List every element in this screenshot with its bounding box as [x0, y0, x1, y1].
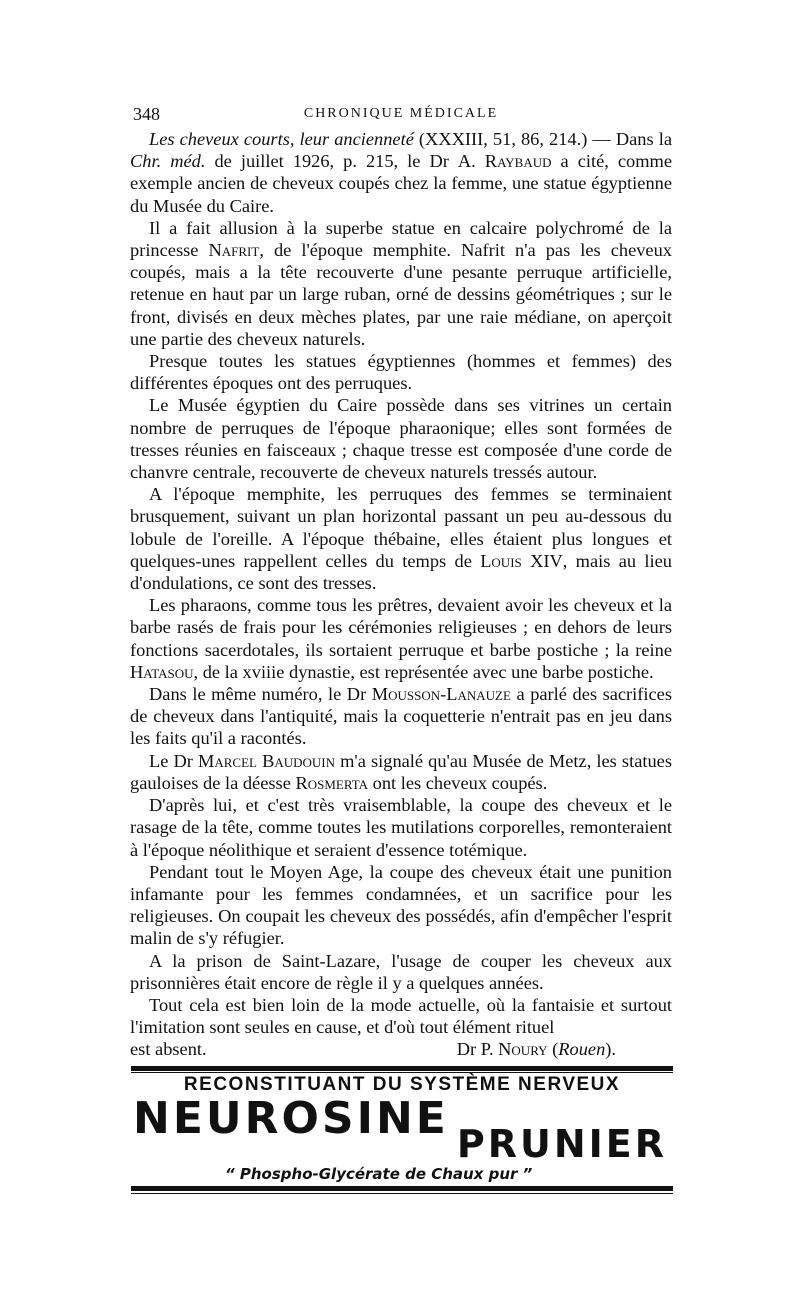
paragraph-10: Pendant tout le Moyen Age, la coupe des cheveux était une punition infamante pour les femmes condamnées, et un sacrifice pour les religieuses. On coupait les cheveux des possédés, afin d'empêcher l'esprit malin de s'y réfugier.: [130, 861, 672, 949]
text-run: ont les cheveux coupés.: [368, 772, 548, 793]
person-name: Hatasou: [130, 661, 194, 682]
text-run: ).: [605, 1039, 616, 1060]
paragraph-6: [130, 594, 672, 683]
author-name: P. Noury: [480, 1039, 548, 1060]
text-run: de juillet 1926, p. 215, le Dr: [205, 151, 458, 172]
text-run: a cité, comme exemple ancien de cheveux coupés chez la femme, une statue égyptienne du Musée du Caire.: [130, 151, 672, 216]
text-run: Les pharaons, comme tous les prêtres, devaient avoir les cheveux et la barbe rasés de frais pour les cérémonies religieuses ; en dehors de leurs fonctions sacerdotales, ils sortaient perruque et barbe postiche ; la reine: [130, 595, 672, 660]
article-title: Les cheveux courts, leur ancienneté: [149, 129, 414, 149]
ad-rule-bottom-thin: [131, 1193, 673, 1194]
paragraph-2: [130, 217, 672, 350]
text-run: Le Dr: [149, 750, 198, 771]
person-name: Marcel Baudouin: [198, 750, 335, 771]
signature-line: [130, 1038, 672, 1060]
text-run: a parlé des sacrifices de cheveux dans l'antiquité, mais la coquetterie n'entrait pas en jeu dans les faits qu'il a racontés.: [130, 684, 672, 749]
author-name: A. Raybaud: [457, 151, 552, 172]
text-run: (: [547, 1039, 559, 1060]
page-header: [133, 104, 669, 126]
paragraph-12: Tout cela est bien loin de la mode actuelle, où la fantaisie et surtout l'imitation sont seules en cause, et d'où tout élément rituel: [130, 994, 672, 1038]
deity-name: Rosmerta: [295, 772, 369, 793]
person-name: Mousson-Lanauze: [371, 684, 511, 705]
paragraph-3: Presque toutes les statues égyptiennes (hommes et femmes) des différentes époques ont des perruques.: [130, 351, 672, 394]
text-run: , de l'époque memphite. Nafrit n'a pas les cheveux coupés, mais a la tête recouverte d'une pesante perruque artificielle, retenue en haut par un large ruban, orné de dessins géométriques ; sur le front, divisés en deux mèches plates, par une raie médiane, on aperçoit une partie des cheveux naturels.: [130, 240, 672, 349]
journal-name: Chr. méd.: [130, 151, 206, 172]
ad-maker: PRUNIER: [456, 1122, 667, 1166]
text-run: Dr: [456, 1039, 481, 1060]
paragraph-8: [130, 750, 672, 794]
paragraph-11: A la prison de Saint-Lazare, l'usage de couper les cheveux aux prisonnières était encore de règle il y a quelques années.: [130, 950, 672, 993]
author-city: Rouen: [558, 1039, 606, 1060]
advertisement: [131, 1066, 673, 1196]
running-head: CHRONIQUE MÉDICALE: [303, 106, 499, 121]
paragraph-4: Le Musée égyptien du Caire possède dans ses vitrines un certain nombre de perruques de l'époque pharaonique; elles sont formées de tresses réunies en faisceaux ; chaque tresse est composée d'une corde de chanvre centrale, recouverte de cheveux naturels tressés autour.: [130, 395, 672, 483]
text-run: (XXXIII, 51, 86, 214.) — Dans la: [413, 129, 672, 149]
paragraph-9: D'après lui, et c'est très vraisemblable, la coupe des cheveux et le rasage de la tête, comme toutes les mutilations corporelles, remonteraient à l'époque néolithique et seraient d'essence totémique.: [130, 795, 672, 860]
paragraph-7: [130, 683, 672, 750]
text-run: , mais au lieu d'ondulations, ce sont des tresses.: [130, 550, 672, 594]
closing-text: est absent.: [130, 1039, 207, 1060]
text-run: Il a fait allusion à la superbe statue en calcaire polychromé de la princesse: [130, 217, 672, 261]
signature: [457, 1038, 616, 1060]
page-number: 348: [133, 104, 160, 124]
ad-rule-top: [131, 1066, 673, 1071]
text-run: , de la xviiie dynastie, est représentée avec une barbe postiche.: [193, 661, 654, 682]
ad-tagline: “ Phospho-Glycérate de Chaux pur ”: [225, 1165, 533, 1183]
paragraph-1: [130, 128, 672, 217]
person-name: Nafrit: [208, 240, 260, 261]
ad-headline: RECONSTITUANT DU SYSTÈME NERVEUX: [183, 1074, 621, 1095]
text-run: Dans le même numéro, le Dr: [149, 684, 372, 705]
paragraph-5: [130, 483, 672, 594]
article-body: [130, 128, 672, 1061]
person-name: Louis XIV: [480, 550, 563, 571]
ad-rule-bottom: [131, 1186, 673, 1191]
ad-brand: NEUROSINE: [133, 1093, 449, 1144]
text-run: A l'époque memphite, les perruques des femmes se terminaient brusquement, suivant un plan horizontal passant un peu au-dessous du lobule de l'oreille. A l'époque thébaine, elles étaient plus longues et quelques-unes rappellent celles du temps de: [130, 484, 672, 571]
ad-rule-top-thin: [131, 1072, 673, 1073]
text-run: m'a signalé qu'au Musée de Metz, les statues gauloises de la déesse: [130, 750, 672, 793]
